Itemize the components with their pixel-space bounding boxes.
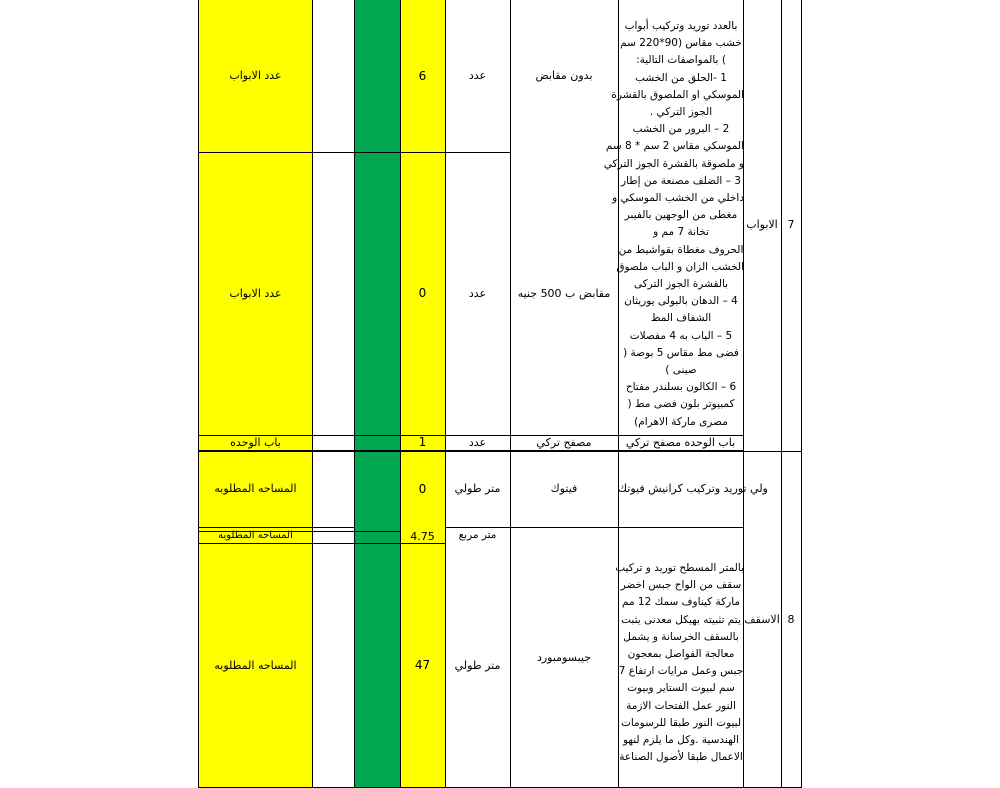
description-line: الحروف مغطاة بقواشيط من (618, 243, 744, 256)
row8-item: الاسقف (744, 612, 780, 626)
description-line: معالجة الفواصل بمعجون (627, 648, 735, 661)
description-line: بالمتر المسطح توريد و تركيب (615, 562, 744, 574)
description-line: مغطى من الوجهين بالفيبر (624, 209, 738, 222)
row7-item: الابواب (746, 218, 778, 232)
description-line: 2 – البرور من الخشب (632, 123, 730, 136)
description-line: جبس وعمل مرايات ارتفاع 7 (618, 665, 744, 678)
row7-sub2-spec: مقابض ب 500 جنيه (517, 286, 611, 300)
description-line: 5 – الباب به 4 مفصلات (629, 329, 733, 342)
description-line: سقف من الواح جبس اخضر (620, 579, 742, 592)
row7-sub1-unit: عدد (468, 69, 487, 83)
row8-sub1-unit: متر طولي (454, 482, 501, 496)
row8-sub3-unit: متر طولي (454, 658, 501, 672)
description-line: الموسكي مقاس 2 سم * 8 سم (605, 140, 744, 153)
description-line: ماركة كيناوف سمك 12 مم (621, 596, 741, 609)
description-line: 3 – الضلف مصنعة من إطار (621, 174, 741, 187)
row7-sub3-unit: عدد (468, 435, 487, 449)
row7-sub2-unit: عدد (468, 286, 487, 300)
description-line: بالعدد توريد وتركيب أبواب (624, 20, 738, 32)
description-line: و ملصوقة بالقشرة الجوز التركي (603, 157, 744, 170)
description-line: سم لبيوت الستاير وبيوت (627, 682, 735, 695)
row8-number: 8 (787, 612, 795, 626)
description-line: تخانة 7 مم و (653, 226, 709, 239)
description-line: 6 – الكالون بسلندر مفتاح (625, 381, 737, 394)
description-line: الهندسية .وكل ما يلزم لنهو (622, 734, 740, 747)
row7-sub2-qty: 0 (418, 286, 427, 300)
description-line: صينى ) (665, 364, 697, 377)
row8-sub2-note: المساحه المطلوبه (218, 529, 293, 541)
row8-sub1-desc: ولي توريد وتركيب كرانيش فيوتك (618, 482, 768, 496)
row8-sub3-qty: 47 (414, 658, 431, 672)
description-line: مصرى ماركة الاهرام) (634, 415, 728, 428)
row7-sub1-qty: 6 (418, 68, 427, 83)
description-line: كمبيوتر بلون فضى مط ( (627, 398, 735, 411)
description-line: فضى مط مقاس 5 بوصة ( (623, 346, 739, 359)
row8-description (615, 560, 744, 764)
row8-sub3-note: المساحه المطلوبه (214, 658, 297, 672)
row7-sub1-note: عدد الابواب (229, 69, 282, 83)
description-line: داخلي من الخشب الموسكي و (612, 192, 744, 205)
row7-sub3-note: باب الوحده (230, 435, 281, 449)
row7-description (603, 18, 744, 435)
description-line: خشب مقاس (90*220 سم (620, 37, 742, 50)
description-line: الشفاف المط (650, 312, 712, 325)
description-line: الجوز التركي . (649, 106, 713, 119)
description-line: بالسقف الخرسانة و يشمل (623, 630, 739, 643)
description-line: لبيوت النور طبقا للرسومات (620, 716, 742, 729)
row7-sub2-note: عدد الابواب (229, 286, 282, 300)
description-line: الاعمال طبقا لأصول الصناعة (619, 751, 743, 764)
row7-number: 7 (787, 218, 795, 232)
row7-sub3-desc: باب الوحده مصفح تركي (625, 435, 736, 449)
description-line: الموسكي او الملصوق بالقشرة (611, 88, 744, 101)
row8-sub1-qty: 0 (418, 481, 427, 496)
description-line: ) بالمواصفات التالية: (636, 54, 726, 67)
description-line: النور عمل الفتحات الازمة (626, 699, 736, 712)
description-line: 1 -الحلق من الخشب (635, 71, 727, 84)
description-line: 4 – الدهان بالبولى يوريثان (624, 295, 738, 308)
row8-sub2-unit: متر مربع (458, 528, 497, 541)
row7-sub3-qty: 1 (418, 435, 427, 449)
row8-sub2-qty: 4.75 (410, 530, 435, 544)
row7-sub1-spec: بدون مقابض (535, 69, 593, 83)
green-column (354, 0, 400, 788)
row8-sub3-spec: جيبسومبورد (536, 651, 592, 665)
row8-sub1-spec: فيتوك (550, 482, 578, 496)
row7-sub3-spec: مصفح تركي (536, 435, 592, 449)
description-line: يتم تثبيته بهيكل معدنى يثبت (621, 613, 741, 626)
description-line: بالقشرة الجوز التركى (633, 278, 729, 291)
description-line: الخشب الزان و الباب ملصوق (616, 260, 744, 273)
row8-sub1-note: المساحه المطلوبه (214, 482, 297, 496)
